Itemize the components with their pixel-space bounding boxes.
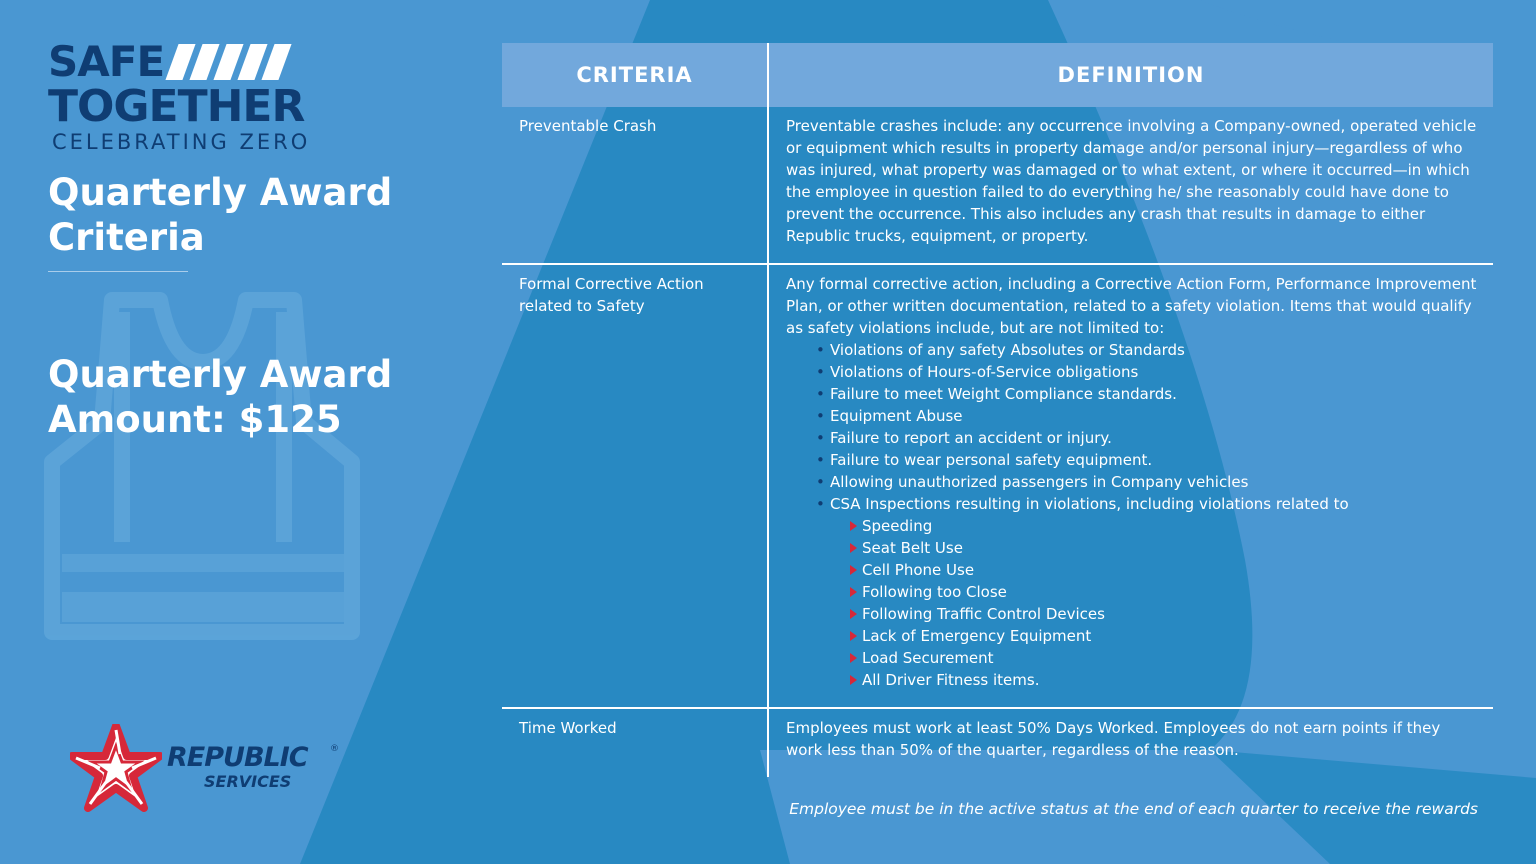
sub-list-item: Seat Belt Use — [862, 537, 1481, 559]
sub-list-item: Following too Close — [862, 581, 1481, 603]
criteria-cell: Time Worked — [502, 708, 768, 777]
csa-sublist — [830, 515, 1481, 691]
sub-list-item: Lack of Emergency Equipment — [862, 625, 1481, 647]
registered-mark: ® — [330, 744, 339, 754]
sub-list-item: Speeding — [862, 515, 1481, 537]
logo-tagline: CELEBRATING ZERO — [52, 130, 311, 154]
safety-vest-icon — [42, 292, 364, 644]
definition-text: Any formal corrective action, including a Corrective Action Form, Performance Improvement Plan, or other written documentation, related to a safety violation. Items that would qualify as safety violations include, but are not limited to: — [786, 275, 1477, 337]
criteria-cell: Preventable Crash — [502, 107, 768, 264]
slash-marks-icon — [172, 44, 292, 80]
table-row — [502, 107, 1493, 264]
safe-together-logo — [48, 37, 318, 154]
logo-safe-text: SAFE — [48, 37, 165, 86]
title-divider — [48, 271, 188, 272]
list-item: • Equipment Abuse — [830, 405, 1481, 427]
list-item: • Failure to wear personal safety equipment. — [830, 449, 1481, 471]
definition-cell — [768, 264, 1493, 708]
republic-services-logo — [70, 724, 350, 812]
table-row — [502, 708, 1493, 777]
header-criteria: CRITERIA — [502, 43, 768, 107]
republic-star-icon — [70, 724, 162, 812]
list-item: • Violations of Hours-of-Service obligations — [830, 361, 1481, 383]
footer-note: Employee must be in the active status at the end of each quarter to receive the rewards — [789, 800, 1478, 818]
sub-list-item: All Driver Fitness items. — [862, 669, 1481, 691]
list-item-text: CSA Inspections resulting in violations, including violations related to — [830, 495, 1349, 513]
sub-list-item: Load Securement — [862, 647, 1481, 669]
violation-list — [786, 339, 1481, 691]
sub-list-item: Following Traffic Control Devices — [862, 603, 1481, 625]
award-amount: Quarterly Award Amount: $125 — [48, 353, 393, 441]
list-item — [830, 493, 1481, 691]
criteria-table — [502, 43, 1493, 777]
logo-together-text: TOGETHER — [48, 81, 305, 132]
list-item: • Allowing unauthorized passengers in Company vehicles — [830, 471, 1481, 493]
brand-sub: SERVICES — [204, 772, 292, 791]
table-row — [502, 264, 1493, 708]
page-title: Quarterly Award Criteria — [48, 171, 393, 259]
list-item: • Failure to report an accident or injury. — [830, 427, 1481, 449]
brand-name: REPUBLIC — [167, 742, 308, 773]
list-item: • Violations of any safety Absolutes or Standards — [830, 339, 1481, 361]
definition-cell: Employees must work at least 50% Days Worked. Employees do not earn points if they work less than 50% of the quarter, regardless of the reason. — [768, 708, 1493, 777]
criteria-cell: Formal Corrective Action related to Safety — [502, 264, 768, 708]
definition-cell: Preventable crashes include: any occurrence involving a Company-owned, operated vehicle or equipment which results in property damage and/or personal injury—regardless of who was injured, what property was damaged or to what extent, or where it occurred—in which the employee in question failed to do everything he/ she reasonably could have done to prevent the occurrence. This also includes any crash that results in damage to either Republic trucks, equipment, or property. — [786, 117, 1477, 245]
header-definition: DEFINITION — [768, 43, 1493, 107]
table-header-row — [502, 43, 1493, 107]
sub-list-item: Cell Phone Use — [862, 559, 1481, 581]
list-item: • Failure to meet Weight Compliance standards. — [830, 383, 1481, 405]
